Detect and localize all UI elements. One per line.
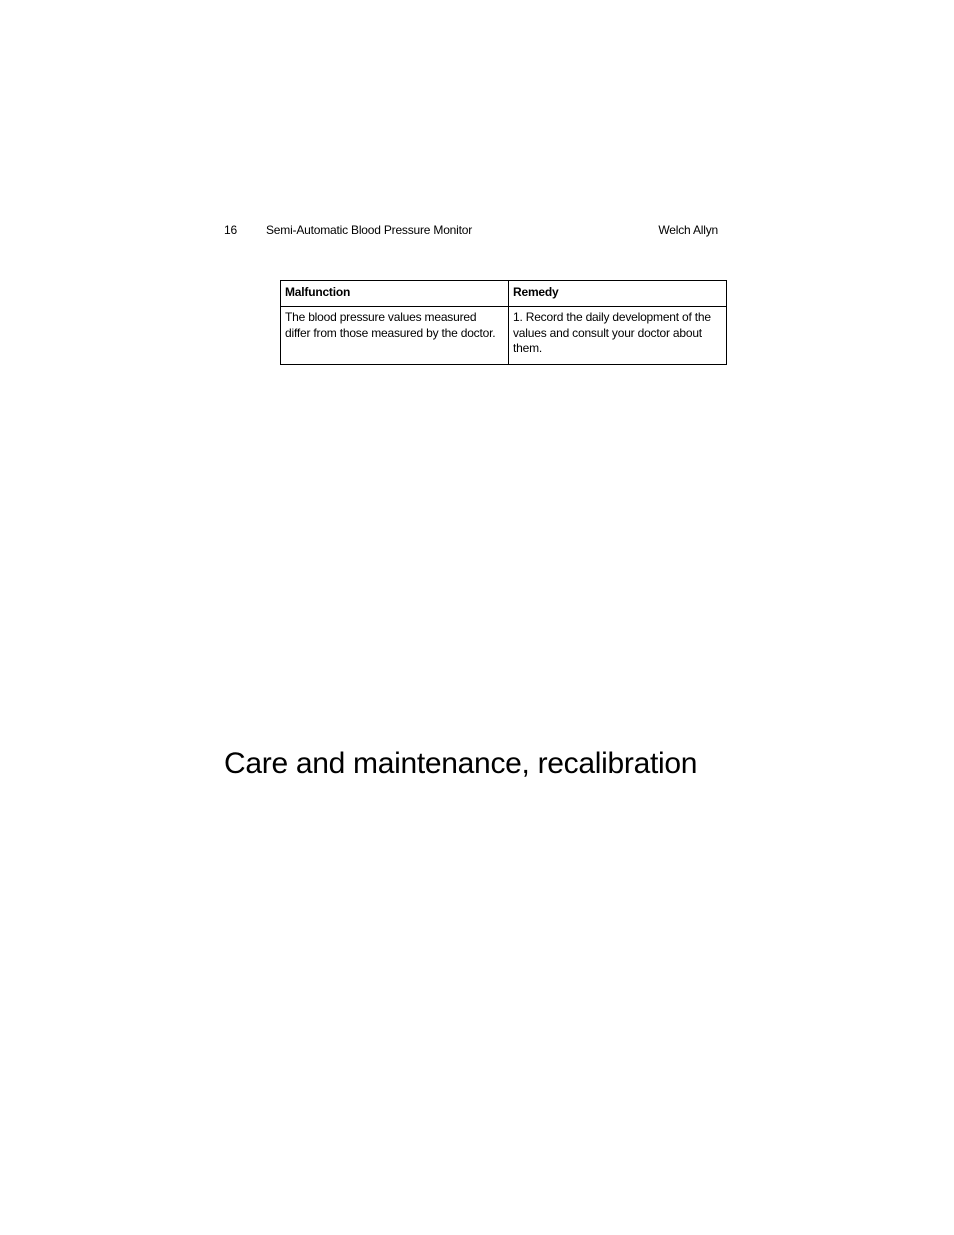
- troubleshooting-table: [280, 280, 727, 365]
- section-heading: Care and maintenance, recalibration: [224, 747, 698, 780]
- column-header-malfunction: Malfunction: [281, 281, 509, 307]
- malfunction-cell: The blood pressure values measured differ from those measured by the doctor.: [281, 307, 509, 365]
- document-title: Semi-Automatic Blood Pressure Monitor: [266, 223, 473, 237]
- table-row: [281, 307, 727, 365]
- column-header-remedy: Remedy: [509, 281, 727, 307]
- table-header-row: [281, 281, 727, 307]
- page-number: 16: [224, 223, 237, 237]
- brand-name: Welch Allyn: [658, 223, 718, 237]
- remedy-cell: 1. Record the daily development of the values and consult your doctor about them.: [509, 307, 727, 365]
- running-header: [224, 221, 718, 239]
